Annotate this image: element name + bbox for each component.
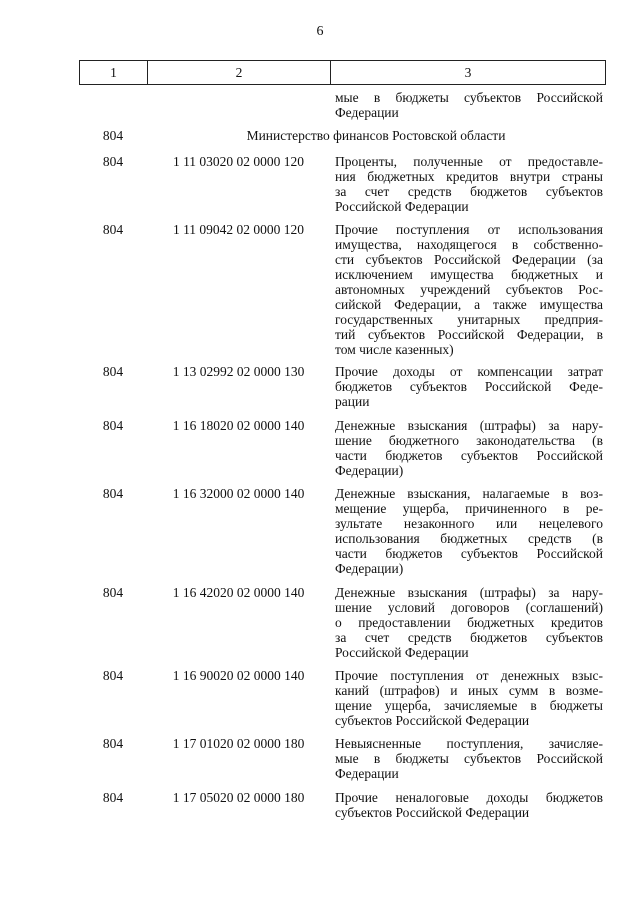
text-line: за счет средств бюджетов субъектов [335, 630, 603, 645]
admin-code: 804 [102, 418, 124, 433]
text-line: субъектов Российской Федерации [335, 713, 530, 728]
header-col-3: 3 [464, 64, 472, 80]
text-line: Прочие поступления от денежных взыс- [335, 668, 603, 683]
text-line: Невыясненные поступления, зачисляе- [335, 736, 603, 751]
text-line: части бюджетов субъектов Российской [335, 546, 603, 561]
header-col-2: 2 [148, 61, 331, 84]
continuation-text [335, 90, 603, 120]
ministry-name: Министерство финансов Ростовской области [246, 128, 506, 143]
text-line: Прочие поступления от использования [335, 222, 603, 237]
admin-code: 804 [102, 364, 124, 379]
text-line: автономных учреждений субъектов Рос- [335, 282, 603, 297]
text-line: использования бюджетных средств (в [335, 531, 603, 546]
text-line: том числе казенных) [335, 342, 454, 357]
text-line: Проценты, полученные от предоставле- [335, 154, 603, 169]
page-number: 6 [316, 24, 324, 39]
income-description [335, 418, 603, 478]
text-line: субъектов Российской Федерации [335, 805, 530, 820]
budget-classification-code: 1 11 09042 02 0000 120 [172, 222, 305, 237]
text-line: о предоставлении бюджетных кредитов [335, 615, 603, 630]
admin-code: 804 [102, 154, 124, 169]
text-line: щение ущерба, зачисляемые в бюджеты [335, 698, 603, 713]
budget-classification-code: 1 17 01020 02 0000 180 [172, 736, 305, 751]
text-line: Прочие доходы от компенсации затрат [335, 364, 603, 379]
admin-code: 804 [102, 585, 124, 600]
budget-classification-code: 1 16 32000 02 0000 140 [172, 486, 305, 501]
text-line: каний (штрафов) и иных сумм в возме- [335, 683, 603, 698]
admin-code: 804 [102, 486, 124, 501]
text-line: Российской Федерации [335, 199, 469, 214]
text-line: Прочие неналоговые доходы бюджетов [335, 790, 603, 805]
text-line: исключением имущества бюджетных и [335, 267, 603, 282]
income-description [335, 736, 603, 781]
budget-classification-code: 1 13 02992 02 0000 130 [172, 364, 305, 379]
text-line: мые в бюджеты субъектов Российской [335, 751, 603, 766]
admin-code: 804 [102, 128, 124, 143]
income-description [335, 154, 603, 214]
text-line: ния бюджетных кредитов внутри страны [335, 169, 603, 184]
text-line: тий субъектов Российской Федерации, в [335, 327, 603, 342]
text-line: шение условий договоров (соглашений) [335, 600, 603, 615]
text-line: Денежные взыскания (штрафы) за нару- [335, 418, 603, 433]
income-description [335, 668, 603, 728]
text-line: мещение ущерба, причиненного в ре- [335, 501, 603, 516]
budget-classification-code: 1 16 90020 02 0000 140 [172, 668, 305, 683]
income-description [335, 790, 603, 820]
income-description [335, 585, 603, 660]
text-line: шение бюджетного законодательства (в [335, 433, 603, 448]
admin-code: 804 [102, 736, 124, 751]
admin-code: 804 [102, 790, 124, 805]
text-line: сти субъектов Российской Федерации (за [335, 252, 603, 267]
income-description [335, 364, 603, 409]
text-line: бюджетов субъектов Российской Феде- [335, 379, 603, 394]
text-line: сийской Федерации, а также имущества [335, 297, 603, 312]
text-line: государственных унитарных предприя- [335, 312, 603, 327]
table-header-row [79, 60, 606, 85]
text-line: Федерации [335, 766, 399, 781]
text-line: Денежные взыскания, налагаемые в воз- [335, 486, 603, 501]
text-line: Российской Федерации [335, 645, 469, 660]
income-description [335, 222, 603, 357]
text-line: Федерации [335, 105, 399, 120]
text-line: Федерации) [335, 463, 404, 478]
budget-classification-code: 1 16 18020 02 0000 140 [172, 418, 305, 433]
text-line: Федерации) [335, 561, 404, 576]
income-description [335, 486, 603, 576]
text-line: рации [335, 394, 370, 409]
text-line: мые в бюджеты субъектов Российской [335, 90, 603, 105]
text-line: части бюджетов субъектов Российской [335, 448, 603, 463]
header-col-1: 1 [80, 61, 148, 84]
admin-code: 804 [102, 668, 124, 683]
text-line: за счет средств бюджетов субъектов [335, 184, 603, 199]
budget-classification-code: 1 11 03020 02 0000 120 [172, 154, 305, 169]
text-line: зультате незаконного или нецелевого [335, 516, 603, 531]
text-line: имущества, находящегося в собственно- [335, 237, 603, 252]
budget-classification-code: 1 17 05020 02 0000 180 [172, 790, 305, 805]
admin-code: 804 [102, 222, 124, 237]
budget-classification-code: 1 16 42020 02 0000 140 [172, 585, 305, 600]
text-line: Денежные взыскания (штрафы) за нару- [335, 585, 603, 600]
